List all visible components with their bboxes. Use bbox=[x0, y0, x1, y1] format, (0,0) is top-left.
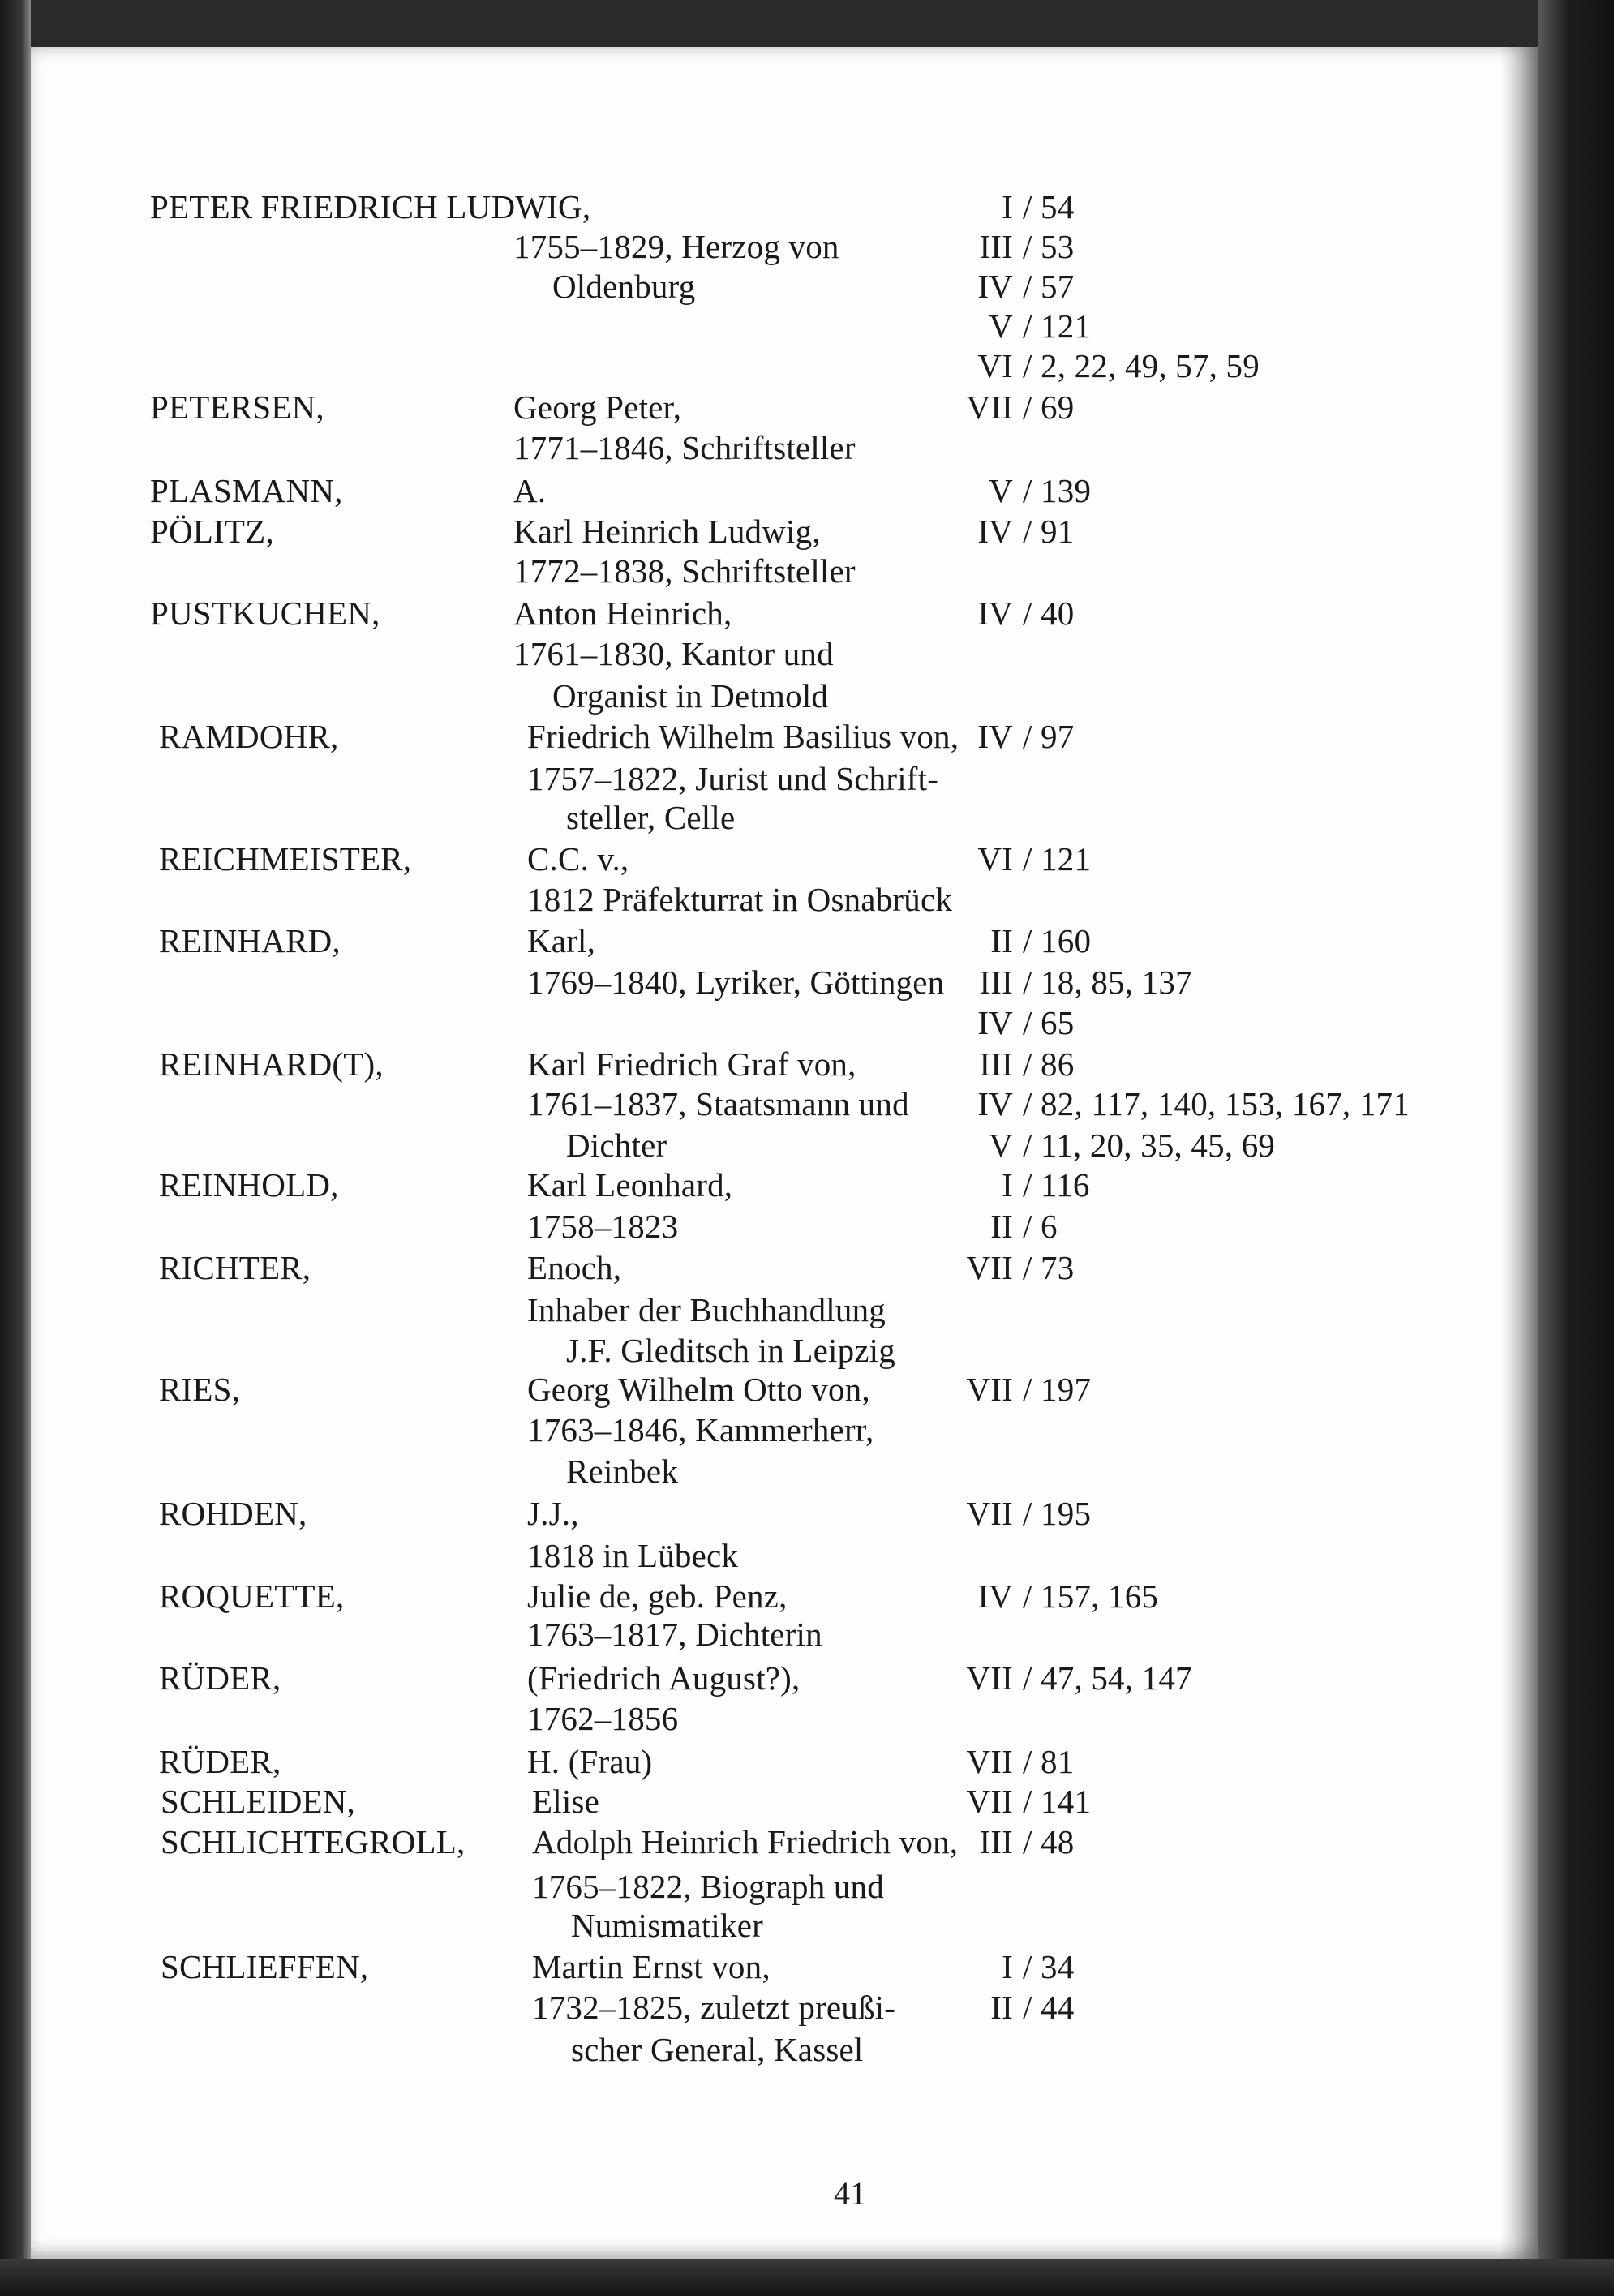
volume-numeral: III bbox=[979, 228, 1013, 265]
entry-volume-reference bbox=[959, 1247, 1074, 1288]
entry-description-line: A. bbox=[513, 472, 547, 509]
entry-volume-reference bbox=[959, 226, 1074, 267]
entry-volume-reference bbox=[959, 1369, 1091, 1410]
entry-description-line: Numismatiker bbox=[571, 1907, 763, 1944]
scan-bottom-edge bbox=[0, 2259, 1614, 2296]
page-references: / 11, 20, 35, 45, 69 bbox=[1023, 1127, 1276, 1164]
entry-volume-reference bbox=[959, 1002, 1074, 1043]
entry-description-line: Karl, bbox=[527, 922, 596, 959]
entry-description-line: 1771–1846, Schriftsteller bbox=[513, 429, 856, 466]
entry-name: REINHOLD, bbox=[159, 1166, 339, 1204]
entry-description-line: 1765–1822, Biograph und bbox=[532, 1868, 884, 1905]
entry-name: PUSTKUCHEN, bbox=[150, 594, 380, 632]
entry-name: REICHMEISTER, bbox=[159, 840, 412, 878]
entry-volume-reference bbox=[959, 387, 1074, 427]
page-references: / 40 bbox=[1023, 594, 1075, 632]
page-references: / 116 bbox=[1023, 1166, 1090, 1204]
entry-volume-reference bbox=[959, 187, 1074, 227]
entry-name: REINHARD(T), bbox=[159, 1045, 384, 1083]
entry-description-line: Anton Heinrich, bbox=[513, 594, 732, 632]
page-references: / 69 bbox=[1023, 388, 1075, 426]
entry-description-line: Julie de, geb. Penz, bbox=[527, 1577, 788, 1615]
volume-numeral: V bbox=[989, 472, 1013, 509]
entry-description-line: Adolph Heinrich Friedrich von, bbox=[532, 1823, 959, 1860]
entry-description-line: Inhaber der Buchhandlung bbox=[527, 1291, 886, 1328]
volume-numeral: I bbox=[1002, 1166, 1013, 1204]
volume-numeral: III bbox=[979, 1823, 1013, 1860]
page-references: / 86 bbox=[1023, 1045, 1075, 1083]
volume-numeral: IV bbox=[977, 1577, 1013, 1615]
page-references: / 139 bbox=[1023, 472, 1092, 509]
volume-numeral: VII bbox=[966, 1249, 1013, 1286]
page-references: / 121 bbox=[1023, 840, 1092, 878]
entry-name: SCHLIEFFEN, bbox=[161, 1948, 369, 1985]
page-references: / 53 bbox=[1023, 228, 1075, 265]
entry-volume-reference bbox=[959, 1822, 1074, 1862]
page-references: / 44 bbox=[1023, 1989, 1075, 2026]
entry-description-line: Karl Friedrich Graf von, bbox=[527, 1045, 856, 1083]
entry-volume-reference bbox=[959, 1206, 1058, 1247]
volume-numeral: V bbox=[989, 1127, 1013, 1164]
entry-description-line: Martin Ernst von, bbox=[532, 1948, 771, 1985]
entry-description-line: J.F. Gleditsch in Leipzig bbox=[566, 1332, 895, 1369]
volume-numeral: VII bbox=[966, 1659, 1013, 1697]
page-references: / 121 bbox=[1023, 307, 1092, 345]
volume-numeral: VII bbox=[966, 1495, 1013, 1532]
entry-volume-reference bbox=[959, 511, 1074, 551]
entry-volume-reference bbox=[959, 1493, 1091, 1534]
entry-description-line: Karl Leonhard, bbox=[527, 1166, 733, 1204]
volume-numeral: VII bbox=[966, 1371, 1013, 1408]
entry-name: RAMDOHR, bbox=[159, 718, 339, 755]
entry-description-line: Elise bbox=[532, 1783, 599, 1820]
entry-name: SCHLEIDEN, bbox=[161, 1783, 356, 1820]
volume-numeral: I bbox=[1002, 1948, 1013, 1985]
entry-name: ROQUETTE, bbox=[159, 1577, 345, 1615]
page-references: / 54 bbox=[1023, 188, 1075, 225]
page-references: / 157, 165 bbox=[1023, 1577, 1159, 1615]
volume-numeral: II bbox=[990, 1208, 1013, 1245]
entry-volume-reference bbox=[959, 1576, 1158, 1616]
entry-description-line: 1761–1830, Kantor und bbox=[513, 635, 834, 672]
page-references: / 160 bbox=[1023, 922, 1092, 959]
volume-numeral: I bbox=[1002, 188, 1013, 225]
entry-volume-reference bbox=[959, 1165, 1090, 1205]
entry-volume-reference bbox=[959, 266, 1074, 307]
entry-description-line: Dichter bbox=[566, 1127, 667, 1164]
volume-numeral: VI bbox=[977, 840, 1013, 878]
page-references: / 47, 54, 147 bbox=[1023, 1659, 1192, 1697]
entry-description-line: Georg Wilhelm Otto von, bbox=[527, 1371, 870, 1408]
volume-numeral: IV bbox=[977, 1085, 1013, 1122]
page-references: / 18, 85, 137 bbox=[1023, 963, 1192, 1001]
page-references: / 97 bbox=[1023, 718, 1075, 755]
page-references: / 91 bbox=[1023, 513, 1075, 550]
entry-description-line: 1769–1840, Lyriker, Göttingen bbox=[527, 963, 945, 1001]
entry-volume-reference bbox=[959, 1781, 1091, 1822]
page-references: / 195 bbox=[1023, 1495, 1092, 1532]
entry-description-line: 1772–1838, Schriftsteller bbox=[513, 552, 856, 590]
entry-description-line: 1818 in Lübeck bbox=[527, 1537, 739, 1574]
volume-numeral: III bbox=[979, 1045, 1013, 1083]
entry-description-line: steller, Celle bbox=[566, 799, 736, 836]
page-references: / 73 bbox=[1023, 1249, 1075, 1286]
entry-description-line: 1762–1856 bbox=[527, 1700, 679, 1737]
entry-description-line: H. (Frau) bbox=[527, 1743, 653, 1780]
entry-description-line: 1761–1837, Staatsmann und bbox=[527, 1085, 909, 1122]
page-references: / 57 bbox=[1023, 268, 1075, 305]
entry-volume-reference bbox=[959, 1741, 1074, 1782]
entry-description-line: 1758–1823 bbox=[527, 1208, 679, 1245]
entry-name: PLASMANN, bbox=[150, 472, 343, 509]
entry-volume-reference bbox=[959, 921, 1091, 961]
entry-description-line: 1732–1825, zuletzt preußi- bbox=[532, 1989, 896, 2026]
entry-description-line: J.J., bbox=[527, 1495, 579, 1532]
page-gutter-shadow bbox=[1500, 47, 1538, 2259]
volume-numeral: IV bbox=[977, 268, 1013, 305]
entry-name: SCHLICHTEGROLL, bbox=[161, 1823, 466, 1860]
scan-left-edge bbox=[0, 0, 31, 2296]
entry-description-line: scher General, Kassel bbox=[571, 2031, 864, 2068]
entry-volume-reference bbox=[959, 1084, 1410, 1124]
entry-name: RÜDER, bbox=[159, 1743, 281, 1780]
entry-volume-reference bbox=[959, 593, 1074, 633]
entry-volume-reference bbox=[959, 345, 1260, 386]
entry-description-line: 1763–1846, Kammerherr, bbox=[527, 1411, 874, 1448]
entry-volume-reference bbox=[959, 306, 1091, 346]
entry-name: REINHARD, bbox=[159, 922, 341, 959]
entry-description-line: Enoch, bbox=[527, 1249, 622, 1286]
volume-numeral: IV bbox=[977, 1004, 1013, 1041]
page-references: / 141 bbox=[1023, 1783, 1092, 1820]
entry-name: RIES, bbox=[159, 1371, 241, 1408]
entry-name: RICHTER, bbox=[159, 1249, 311, 1286]
page-references: / 82, 117, 140, 153, 167, 171 bbox=[1023, 1085, 1410, 1122]
entry-volume-reference bbox=[959, 1658, 1192, 1698]
page-references: / 34 bbox=[1023, 1948, 1075, 1985]
entry-volume-reference bbox=[959, 1987, 1074, 2028]
page-references: / 6 bbox=[1023, 1208, 1058, 1245]
entry-name: ROHDEN, bbox=[159, 1495, 307, 1532]
page-references: / 197 bbox=[1023, 1371, 1092, 1408]
volume-numeral: VI bbox=[977, 347, 1013, 384]
volume-numeral: VII bbox=[966, 1783, 1013, 1820]
entry-description-line: Karl Heinrich Ludwig, bbox=[513, 513, 821, 550]
entry-description-line: Oldenburg bbox=[552, 268, 696, 305]
entry-name: PETERSEN, bbox=[150, 388, 324, 426]
volume-numeral: II bbox=[990, 1989, 1013, 2026]
entry-description-line: C.C. v., bbox=[527, 840, 629, 878]
page-references: / 48 bbox=[1023, 1823, 1075, 1860]
entry-name: PÖLITZ, bbox=[150, 513, 274, 550]
entry-name: PETER FRIEDRICH LUDWIG, bbox=[150, 188, 591, 225]
entry-volume-reference bbox=[959, 1044, 1074, 1084]
volume-numeral: V bbox=[989, 307, 1013, 345]
entry-volume-reference bbox=[959, 962, 1192, 1002]
entry-name: RÜDER, bbox=[159, 1659, 281, 1697]
scan-right-edge bbox=[1538, 0, 1614, 2296]
volume-numeral: IV bbox=[977, 594, 1013, 632]
page-references: / 2, 22, 49, 57, 59 bbox=[1023, 347, 1260, 384]
page-references: / 65 bbox=[1023, 1004, 1075, 1041]
entry-description-line: Organist in Detmold bbox=[552, 677, 829, 715]
page-number: 41 bbox=[834, 2175, 866, 2212]
entry-volume-reference bbox=[959, 1125, 1275, 1165]
entry-description-line: (Friedrich August?), bbox=[527, 1659, 801, 1697]
volume-numeral: III bbox=[979, 963, 1013, 1001]
entry-description-line: Reinbek bbox=[566, 1453, 679, 1490]
entry-description-line: 1812 Präfekturrat in Osnabrück bbox=[527, 881, 953, 918]
volume-numeral: VII bbox=[966, 388, 1013, 426]
volume-numeral: IV bbox=[977, 513, 1013, 550]
entry-volume-reference bbox=[959, 1946, 1074, 1987]
volume-numeral: IV bbox=[977, 718, 1013, 755]
entry-volume-reference bbox=[959, 839, 1091, 879]
volume-numeral: VII bbox=[966, 1743, 1013, 1780]
book-page bbox=[31, 47, 1538, 2259]
entry-description-line: Friedrich Wilhelm Basilius von, bbox=[527, 718, 959, 755]
entry-volume-reference bbox=[959, 716, 1074, 757]
entry-description-line: 1757–1822, Jurist und Schrift- bbox=[527, 760, 939, 797]
entry-volume-reference bbox=[959, 470, 1091, 511]
page-references: / 81 bbox=[1023, 1743, 1075, 1780]
entry-description-line: 1763–1817, Dichterin bbox=[527, 1616, 822, 1653]
entry-description-line: 1755–1829, Herzog von bbox=[513, 228, 839, 265]
volume-numeral: II bbox=[990, 922, 1013, 959]
entry-description-line: Georg Peter, bbox=[513, 388, 682, 426]
